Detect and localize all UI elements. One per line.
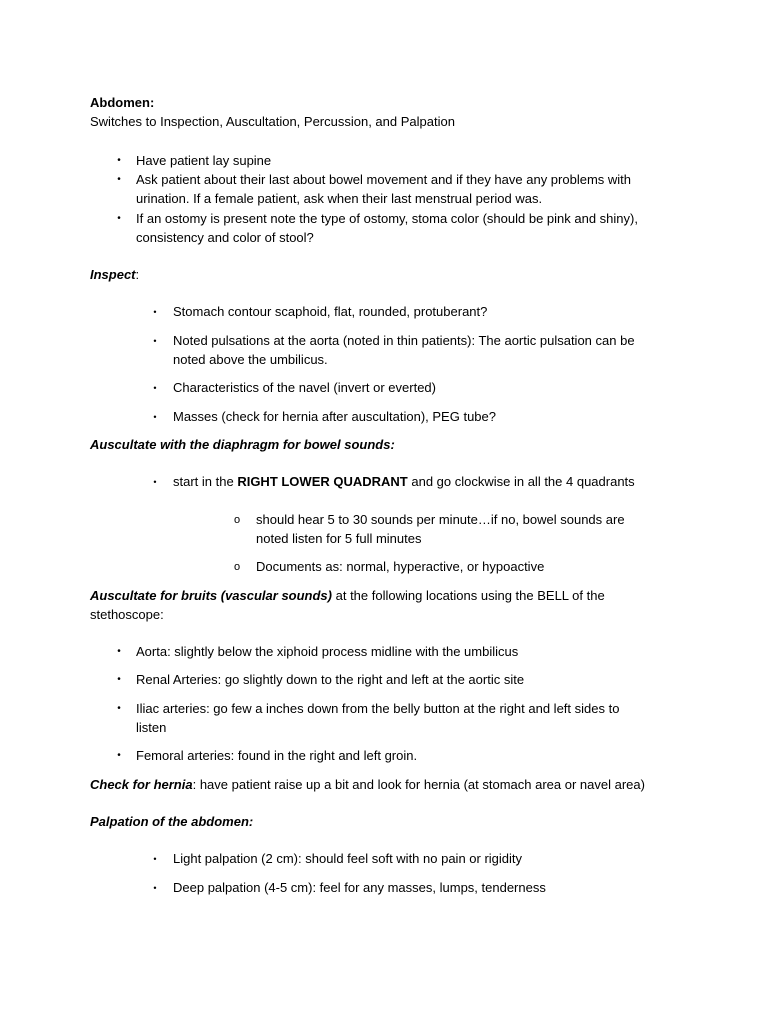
bullet-icon: • — [117, 174, 121, 185]
intro-text: Switches to Inspection, Auscultation, Percussion, and Palpation — [90, 114, 455, 129]
list-item: • Renal Arteries: go slightly down to the right and left at the aortic site — [112, 671, 692, 690]
bullet-icon: • — [153, 412, 157, 422]
bullet-icon: • — [153, 477, 157, 487]
list-item: • Noted pulsations at the aorta (noted in thin patients): The aortic pulsation can be noted above the umbilicus. — [148, 332, 688, 370]
bullet-icon: • — [117, 213, 121, 224]
circle-bullet-icon: o — [233, 561, 241, 573]
auscultate-bruits-heading-cont: stethoscope: — [90, 607, 164, 622]
inspect-heading: Inspect: — [90, 267, 140, 282]
bullet-icon: • — [117, 750, 121, 761]
list-item: • Aorta: slightly below the xiphoid process midline with the umbilicus — [112, 643, 692, 662]
list-item: • Characteristics of the navel (invert or everted) — [148, 379, 688, 398]
sub-list-item: o Documents as: normal, hyperactive, or hypoactive — [230, 558, 680, 577]
bullet-icon: • — [117, 155, 121, 166]
bullet-icon: • — [153, 336, 157, 346]
list-item: • Have patient lay supine — [112, 152, 692, 171]
bullet-icon: • — [153, 307, 157, 317]
bullet-icon: • — [153, 854, 157, 864]
list-item: • Iliac arteries: go few a inches down from the belly button at the right and left sides to listen — [112, 700, 692, 738]
list-item: • Masses (check for hernia after auscultation), PEG tube? — [148, 408, 688, 427]
list-item: • Stomach contour scaphoid, flat, rounded, protuberant? — [148, 303, 688, 322]
bullet-icon: • — [117, 703, 121, 714]
list-item: • If an ostomy is present note the type of ostomy, stoma color (should be pink and shiny), consistency and color of stool? — [112, 210, 692, 248]
auscultate-bruits-heading: Auscultate for bruits (vascular sounds) at the following locations using the BELL of the — [90, 588, 605, 603]
hernia-line: Check for hernia: have patient raise up a bit and look for hernia (at stomach area or navel area) — [90, 777, 645, 792]
list-item: • Deep palpation (4-5 cm): feel for any masses, lumps, tenderness — [148, 879, 688, 898]
bullet-icon: • — [153, 883, 157, 893]
sub-list-item: o should hear 5 to 30 sounds per minute…if no, bowel sounds are noted listen for 5 full minutes — [230, 511, 680, 549]
bullet-icon: • — [117, 674, 121, 685]
circle-bullet-icon: o — [233, 514, 241, 526]
list-item: • Light palpation (2 cm): should feel soft with no pain or rigidity — [148, 850, 688, 869]
list-item: • Femoral arteries: found in the right and left groin. — [112, 747, 692, 766]
section-heading: Abdomen: — [90, 95, 155, 110]
palpation-heading: Palpation of the abdomen: — [90, 814, 254, 829]
list-item: • start in the RIGHT LOWER QUADRANT and go clockwise in all the 4 quadrants — [148, 473, 688, 492]
list-item: • Ask patient about their last about bowel movement and if they have any problems with urination. If a female patient, ask when their last menstrual period was. — [112, 171, 692, 209]
auscultate-bowel-heading: Auscultate with the diaphragm for bowel sounds: — [90, 437, 395, 452]
bullet-icon: • — [117, 646, 121, 657]
bullet-icon: • — [153, 383, 157, 393]
